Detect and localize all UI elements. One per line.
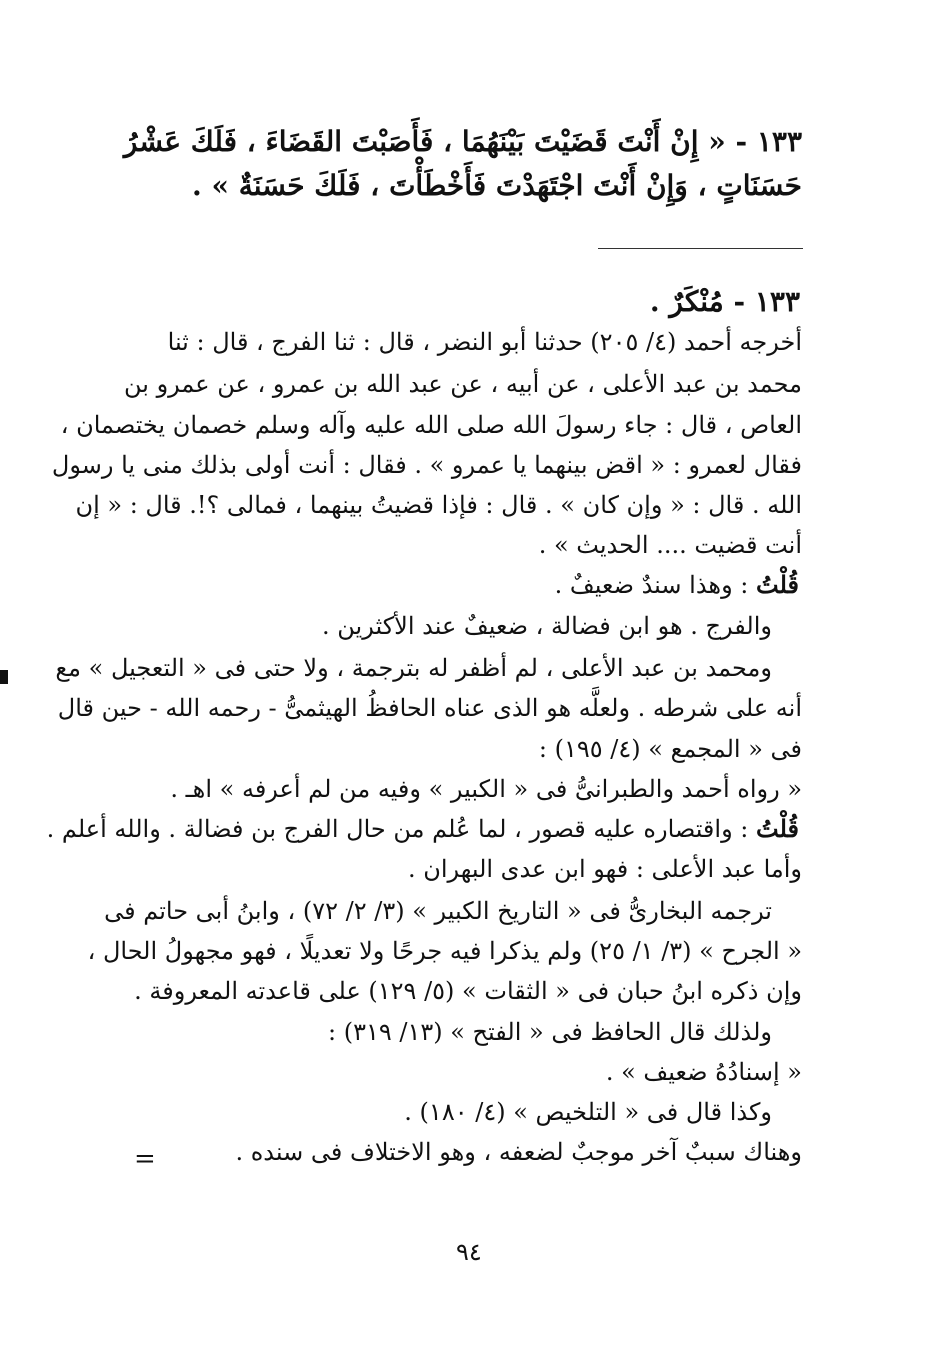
footnote-separator — [598, 248, 803, 249]
footnote-line: فى « المجمع » (٤/ ١٩٥) : — [538, 735, 802, 763]
footnote-line: وهناك سببٌ آخر موجبٌ لضعفه ، وهو الاختلاف فى سنده . — [235, 1138, 802, 1166]
footnote-line: والفرج . هو ابن فضالة ، ضعيفٌ عند الأكثرين . — [322, 612, 772, 640]
footnote-heading: ١٣٣ - مُنْكَرٌ . — [649, 285, 800, 318]
qultu-label: قُلْتُ — [756, 570, 799, 599]
footnote-line: فقال لعمرو : « اقض بينهما يا عمرو » . فقال : أنت أولى بذلك منى يا رسول — [51, 451, 802, 479]
footnote-line: أنت قضيت .... الحديث » . — [538, 531, 802, 559]
footnote-line: « الجرح » (٣/ ١/ ٢٥) ولم يذكرا فيه جرحًا ولا تعديلًا ، فهو مجهولُ الحال ، — [87, 937, 802, 965]
footnote-line: ومحمد بن عبد الأعلى ، لم أظفر له بترجمة ، ولا حتى فى « التعجيل » مع — [55, 654, 772, 682]
footnote-line: وإن ذكره ابنُ حبان فى « الثقات » (٥/ ١٢٩) على قاعدته المعروفة . — [134, 977, 802, 1005]
footnote-line: أخرجه أحمد (٤/ ٢٠٥) حدثنا أبو النضر ، قال : ثنا الفرج ، قال : ثنا — [167, 328, 802, 356]
margin-mark — [0, 670, 8, 684]
footnote-line: محمد بن عبد الأعلى ، عن أبيه ، عن عبد الله بن عمرو ، عن عمرو بن — [124, 370, 802, 398]
footnote-line: أنه على شرطه . ولعلَّه هو الذى عناه الحافظُ الهيثمىُّ - رحمه الله - حين قال — [57, 694, 802, 722]
qultu-label: قُلْتُ — [756, 814, 799, 843]
continuation-mark: = — [134, 1144, 156, 1174]
hadith-text-line-2: حَسَنَاتٍ ، وَإِنْ أَنْتَ اجْتَهَدْتَ فَأَخْطَأْتَ ، فَلَكَ حَسَنَةٌ » . — [192, 169, 802, 202]
footnote-line: ولذلك قال الحافظ فى « الفتح » (١٣/ ٣١٩) : — [327, 1018, 772, 1046]
qultu-note — [46, 814, 799, 843]
footnote-line: « رواه أحمد والطبرانىُّ فى « الكبير » وفيه من لم أعرفه » اهـ . — [170, 775, 802, 803]
footnote-line: ترجمه البخارىُّ فى « التاريخ الكبير » (٣/ ٢/ ٧٢) ، وابنُ أبى حاتم فى — [104, 897, 772, 925]
footnote-line: وأما عبد الأعلى : فهو ابن عدى البهران . — [407, 855, 802, 883]
footnote-line: الله . قال : « وإن كان » . قال : فإذا قضيتُ بينهما ، فمالى ؟!. قال : « إن — [75, 491, 802, 519]
footnote-line: وكذا قال فى « التلخيص » (٤/ ١٨٠) . — [404, 1098, 772, 1126]
footnote-line: « إسنادُهُ ضعيف » . — [605, 1058, 802, 1086]
page-number: ٩٤ — [456, 1238, 482, 1266]
qultu-note — [554, 570, 799, 599]
qultu-text: : وهذا سندٌ ضعيفٌ . — [554, 571, 757, 599]
qultu-text: : واقتصاره عليه قصور ، لما عُلم من حال الفرج بن فضالة . والله أعلم . — [46, 815, 757, 843]
hadith-text-line-1: ١٣٣ - « إِنْ أَنْتَ قَضَيْتَ بَيْنَهُمَا ، فَأَصَبْتَ القَضَاءَ ، فَلَكَ عَشْرُ — [123, 125, 802, 158]
footnote-line: العاص ، قال : جاء رسولَ الله صلى الله عليه وآله وسلم خصمان يختصمان ، — [60, 411, 802, 439]
